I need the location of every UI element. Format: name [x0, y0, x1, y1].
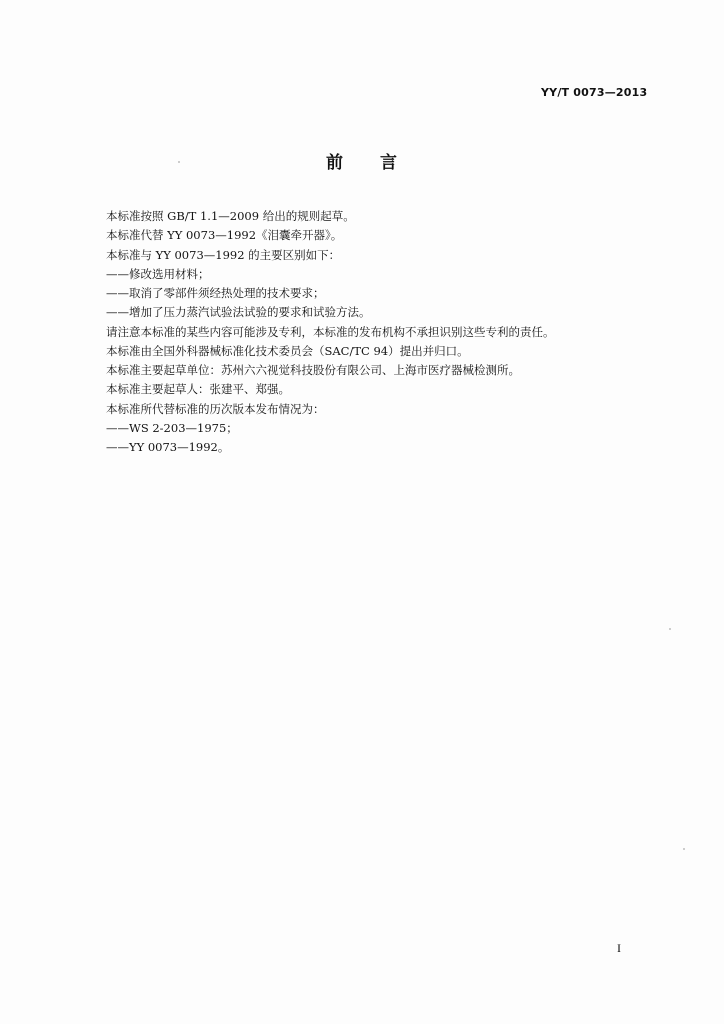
page-title: 前言 [326, 153, 434, 173]
body-line: 本标准主要起草单位：苏州六六视觉科技股份有限公司、上海市医疗器械检测所。 [106, 363, 520, 377]
body-line: ——增加了压力蒸汽试验法试验的要求和试验方法。 [106, 305, 371, 320]
body-line: ——YY 0073—1992。 [106, 440, 230, 454]
body-line: ——取消了零部件须经热处理的技术要求； [106, 286, 325, 300]
body-line: 本标准所代替标准的历次版本发布情况为： [106, 401, 325, 416]
scan-speck [683, 848, 685, 850]
body-line: 本标准与 YY 0073—1992 的主要区别如下： [106, 247, 341, 262]
body-line: ——修改选用材料； [106, 266, 210, 281]
body-line: 本标准按照 GB/T 1.1—2009 给出的规则起草。 [106, 209, 355, 223]
scan-speck [669, 628, 671, 630]
standard-number: YY/T 0073—2013 [541, 86, 648, 99]
foreword-body [106, 207, 666, 457]
body-line: 本标准主要起草人：张建平、郑强。 [106, 382, 290, 397]
body-line: ——WS 2-203—1975； [106, 420, 238, 435]
page-number: I [617, 941, 621, 955]
body-line: 本标准代替 YY 0073—1992《泪囊牵开器》。 [106, 228, 343, 243]
body-line: 本标准由全国外科器械标准化技术委员会（SAC/TC 94）提出并归口。 [106, 343, 469, 358]
scan-speck [178, 161, 180, 163]
body-line: 请注意本标准的某些内容可能涉及专利，本标准的发布机构不承担识别这些专利的责任。 [106, 324, 555, 339]
